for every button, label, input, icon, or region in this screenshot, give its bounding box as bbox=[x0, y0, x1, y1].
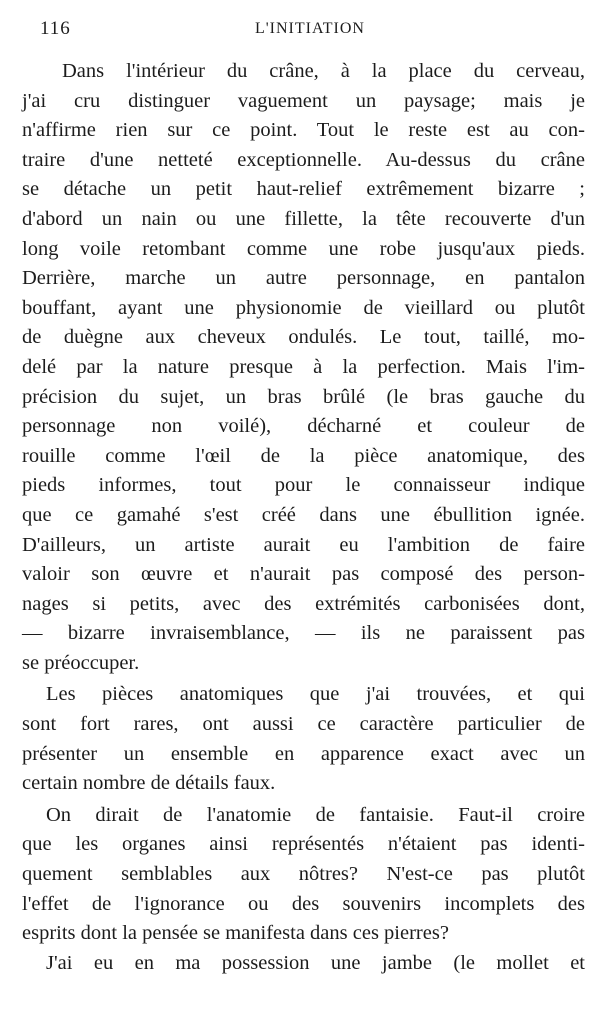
text-line: d'abord un nain ou une fillette, la tête recouverte d'un bbox=[22, 207, 585, 230]
text-line: nages si petits, avec des extrémités carbonisées dont, bbox=[22, 592, 585, 615]
paragraph bbox=[22, 57, 585, 678]
text-line: que les organes ainsi représentés n'étaient pas identi- bbox=[22, 833, 585, 856]
text-line: rouille comme l'œil de la pièce anatomique, des bbox=[22, 444, 585, 467]
body-text bbox=[22, 57, 585, 978]
text-line: que ce gamahé s'est créé dans une ébullition ignée. bbox=[22, 503, 585, 526]
text-line: On dirait de l'anatomie de fantaisie. Faut-il croire bbox=[46, 803, 585, 826]
text-line: delé par la nature presque à la perfection. Mais l'im- bbox=[22, 355, 585, 378]
text-line: sont fort rares, ont aussi ce caractère particulier de bbox=[22, 713, 585, 736]
text-line: esprits dont la pensée se manifesta dans ces pierres? bbox=[22, 922, 449, 945]
text-line: Derrière, marche un autre personnage, en pantalon bbox=[22, 267, 585, 290]
text-line: présenter un ensemble en apparence exact avec un bbox=[22, 742, 585, 765]
page-number: 116 bbox=[40, 18, 71, 39]
text-line: précision du sujet, un bras brûlé (le bras gauche du bbox=[22, 385, 585, 408]
text-line: J'ai eu en ma possession une jambe (le mollet et bbox=[46, 951, 585, 974]
text-line: bouffant, ayant une physionomie de vieillard ou plutôt bbox=[22, 296, 585, 319]
text-line: long voile retombant comme une robe jusqu'aux pieds. bbox=[22, 237, 585, 260]
text-line: j'ai cru distinguer vaguement un paysage; mais je bbox=[22, 89, 585, 112]
text-line: certain nombre de détails faux. bbox=[22, 772, 276, 795]
text-line: traire d'une netteté exceptionnelle. Au-dessus du crâne bbox=[22, 148, 585, 171]
text-line: n'affirme rien sur ce point. Tout le reste est au con- bbox=[22, 119, 585, 142]
text-line: Les pièces anatomiques que j'ai trouvées, et qui bbox=[46, 683, 585, 706]
text-line: quement semblables aux nôtres? N'est-ce pas plutôt bbox=[22, 863, 585, 886]
text-line: pieds informes, tout pour le connaisseur indique bbox=[22, 474, 585, 497]
paragraph bbox=[22, 801, 585, 949]
page-header bbox=[40, 14, 580, 46]
paragraph bbox=[22, 949, 585, 979]
text-line: valoir son œuvre et n'aurait pas composé des person- bbox=[22, 563, 585, 586]
text-line: l'effet de l'ignorance ou des souvenirs incomplets des bbox=[22, 892, 585, 915]
text-line: D'ailleurs, un artiste aurait eu l'ambition de faire bbox=[22, 533, 585, 556]
text-line: se détache un petit haut-relief extrêmement bizarre ; bbox=[22, 178, 585, 201]
text-line: Dans l'intérieur du crâne, à la place du cerveau, bbox=[62, 60, 585, 82]
running-title: L'INITIATION bbox=[255, 20, 365, 37]
text-line: — bizarre invraisemblance, — ils ne paraissent pas bbox=[22, 622, 585, 645]
paragraph bbox=[22, 680, 585, 798]
text-line: se préoccuper. bbox=[22, 651, 140, 674]
text-line: de duègne aux cheveux ondulés. Le tout, taillé, mo- bbox=[22, 326, 585, 349]
text-line: personnage non voilé), décharné et couleur de bbox=[22, 415, 585, 438]
